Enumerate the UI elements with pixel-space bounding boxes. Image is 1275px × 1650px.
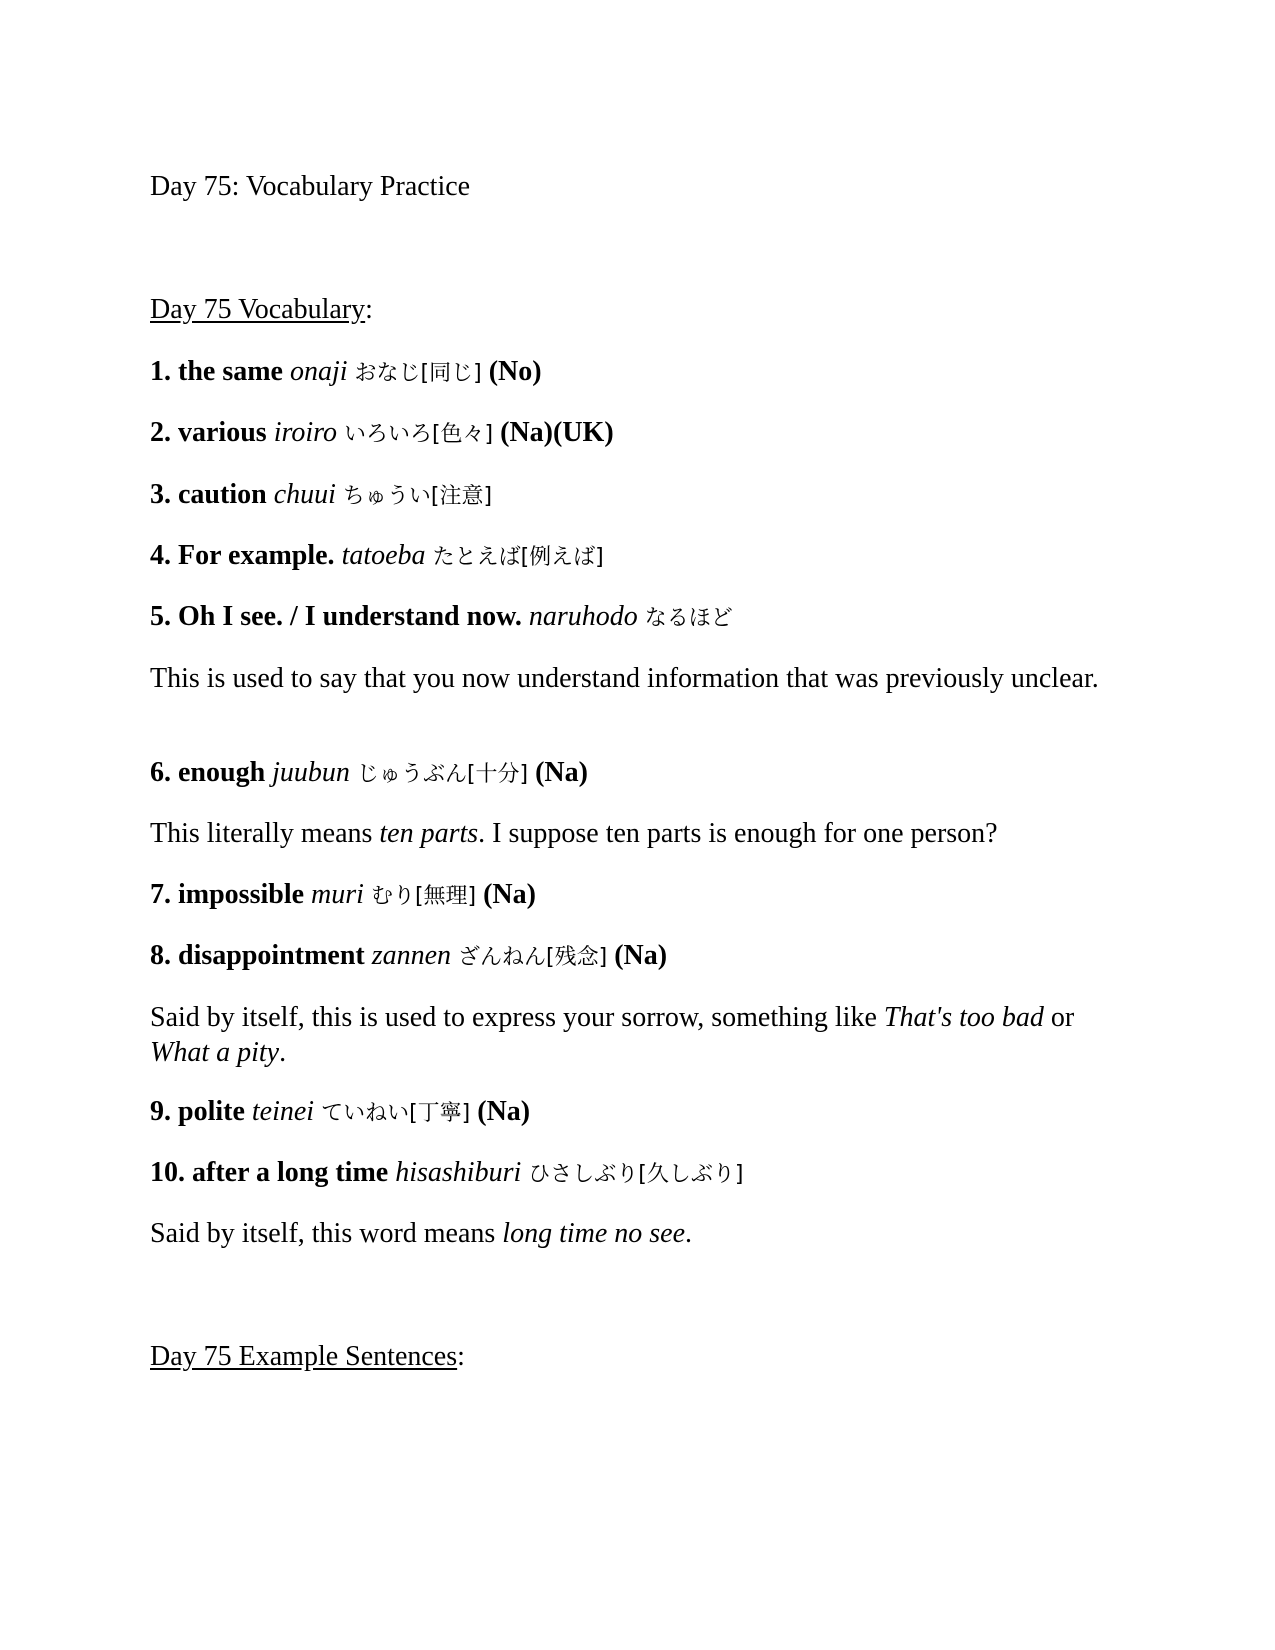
- vocab-romaji: zannen: [371, 940, 452, 971]
- vocab-heading: [150, 293, 373, 327]
- vocab-item-3: [150, 478, 492, 514]
- vocab-kana: なるほど: [644, 606, 733, 631]
- vocab-number: 9.: [150, 1096, 171, 1127]
- vocab-item-5: [150, 600, 733, 636]
- vocab-romaji: tatoeba: [341, 540, 426, 571]
- vocab-english: enough: [178, 757, 266, 788]
- vocab-kana: いろいろ[色々]: [343, 422, 494, 447]
- vocab-english: disappointment: [178, 940, 365, 971]
- vocab-romaji: teinei: [251, 1096, 315, 1127]
- vocab-kana: たとえば[例えば]: [432, 545, 604, 570]
- vocab-kana: ちゅうい[注意]: [342, 484, 493, 509]
- vocab-romaji: juubun: [272, 757, 350, 788]
- vocab-number: 5.: [150, 601, 171, 632]
- vocab-number: 10.: [150, 1157, 185, 1188]
- examples-heading-text: Day 75 Example Sentences: [150, 1341, 458, 1372]
- note-text: .: [685, 1218, 693, 1249]
- vocab-tag: (Na): [614, 940, 668, 971]
- vocab-item-6: [150, 756, 588, 792]
- note-text: .: [279, 1037, 287, 1068]
- note-text: . I suppose ten parts is enough for one person?: [478, 818, 998, 849]
- vocab-item-9: [150, 1095, 530, 1131]
- vocab-number: 3.: [150, 479, 171, 510]
- vocab-romaji: onaji: [289, 356, 348, 387]
- examples-heading: [150, 1340, 465, 1374]
- vocab-romaji: naruhodo: [528, 601, 638, 632]
- vocab-kana: むり[無理]: [370, 884, 477, 909]
- vocab-item-1: [150, 355, 542, 391]
- vocab-kana: ざんねん[残念]: [458, 945, 608, 970]
- vocab-english: after a long time: [192, 1157, 389, 1188]
- note-juubun: [150, 817, 998, 851]
- note-text: This literally means: [150, 818, 380, 849]
- page-title: Day 75: Vocabulary Practice: [150, 171, 471, 202]
- vocab-english: polite: [178, 1096, 245, 1127]
- note-hisashiburi: [150, 1217, 692, 1251]
- vocab-item-4: [150, 539, 604, 575]
- vocab-item-7: [150, 878, 536, 914]
- vocab-number: 6.: [150, 757, 171, 788]
- vocab-item-2: [150, 416, 614, 452]
- note-text: Said by itself, this is used to express your sorrow, something like: [150, 1002, 884, 1033]
- vocab-tag: (Na): [535, 757, 588, 788]
- note-zannen: [150, 1000, 1130, 1070]
- note-emphasis: ten parts: [379, 818, 479, 849]
- note-emphasis: long time no see: [502, 1218, 686, 1249]
- vocab-number: 2.: [150, 417, 171, 448]
- vocab-number: 8.: [150, 940, 171, 971]
- vocab-romaji: chuui: [273, 479, 336, 510]
- vocab-kana: ひさしぶり[久しぶり]: [528, 1162, 744, 1187]
- vocab-tag: (No): [488, 356, 542, 387]
- vocab-english: Oh I see. / I understand now.: [178, 601, 522, 632]
- vocab-tag: (Na)(UK): [500, 417, 614, 448]
- note-emphasis: What a pity: [150, 1037, 280, 1068]
- vocab-item-8: [150, 939, 667, 975]
- vocab-kana: ていねい[丁寧]: [321, 1101, 471, 1126]
- vocab-english: For example.: [178, 540, 335, 571]
- vocab-heading-text: Day 75 Vocabulary: [150, 294, 366, 325]
- vocab-romaji: iroiro: [273, 417, 337, 448]
- vocab-english: various: [178, 417, 267, 448]
- vocab-number: 7.: [150, 879, 171, 910]
- note-emphasis: That's too bad: [883, 1002, 1044, 1033]
- note-naruhodo: This is used to say that you now understand information that was previously unclear.: [150, 663, 1099, 694]
- vocab-romaji: hisashiburi: [395, 1157, 522, 1188]
- vocab-romaji: muri: [311, 879, 364, 910]
- vocab-tag: (Na): [483, 879, 536, 910]
- vocab-kana: じゅうぶん[十分]: [356, 762, 529, 787]
- vocab-tag: (Na): [477, 1096, 531, 1127]
- note-text: Said by itself, this word means: [150, 1218, 503, 1249]
- vocab-english: impossible: [178, 879, 305, 910]
- vocab-number: 1.: [150, 356, 171, 387]
- note-text: or: [1043, 1002, 1075, 1033]
- examples-heading-colon: :: [457, 1341, 465, 1372]
- vocab-kana: おなじ[同じ]: [354, 361, 482, 386]
- vocab-item-10: [150, 1156, 743, 1192]
- vocab-number: 4.: [150, 540, 171, 571]
- vocab-english: the same: [178, 356, 283, 387]
- vocab-english: caution: [178, 479, 267, 510]
- vocab-heading-colon: :: [365, 294, 373, 325]
